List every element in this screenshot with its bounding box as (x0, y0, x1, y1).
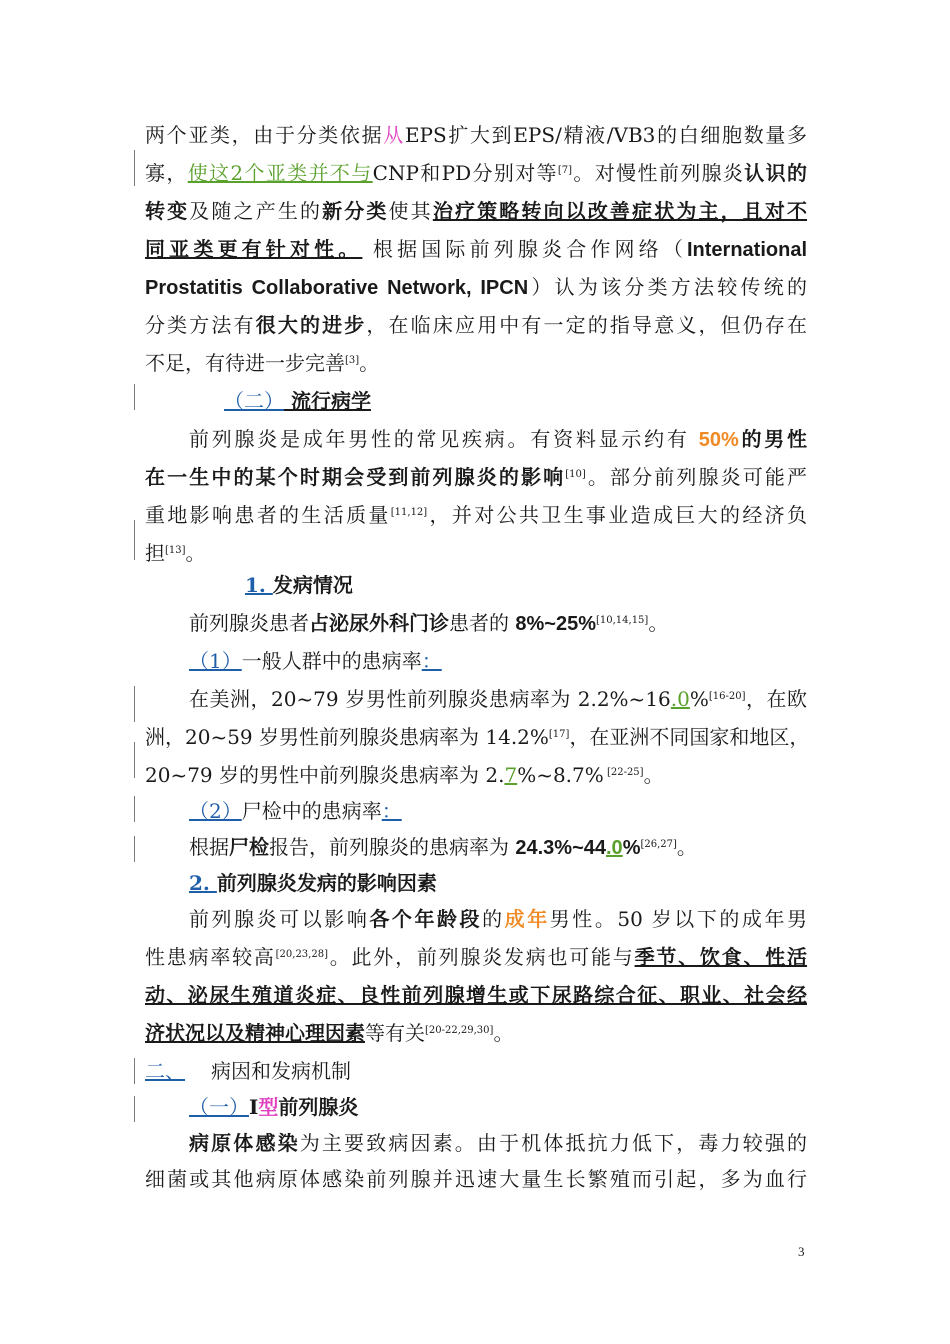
revision-bar (134, 150, 135, 186)
paragraph-line: 动、泌尿生殖道炎症、良性前列腺增生或下尿路综合征、职业、社会经 (145, 983, 807, 1007)
paragraph-line: 性患病率较高[20,23,28]。此外，前列腺炎发病也可能与季节、饮食、性活 (145, 945, 808, 969)
paragraph-line: 同亚类更有针对性。 根据国际前列腺炎合作网络（International (145, 237, 808, 261)
revision-bar (134, 520, 135, 560)
revision-bar (134, 1058, 135, 1084)
paragraph-line: 在美洲，20~79 岁男性前列腺炎患病率为 2.2%~16.0%[16-20]，在欧 (189, 687, 808, 711)
paragraph-line: 分类方法有很大的进步，在临床应用中有一定的指导意义，但仍存在 (145, 313, 808, 337)
paragraph-line: 在一生中的某个时期会受到前列腺炎的影响[10]。部分前列腺炎可能严 (145, 465, 808, 489)
paragraph-line: 病原体感染为主要致病因素。由于机体抵抗力低下，毒力较强的 (189, 1131, 808, 1155)
paragraph-line: 前列腺炎是成年男性的常见疾病。有资料显示约有 50%的男性 (189, 427, 808, 451)
subsection-heading: 2. 前列腺炎发病的影响因素 (189, 871, 437, 895)
paragraph-line: 重地影响患者的生活质量[11,12]，并对公共卫生事业造成巨大的经济负 (145, 503, 808, 527)
paragraph-line: 转变及随之产生的新分类使其治疗策略转向以改善症状为主，且对不 (145, 199, 808, 223)
revision-bar (134, 742, 135, 778)
page-number: 3 (798, 1244, 805, 1259)
section-heading: （一）Ⅰ型前列腺炎 (189, 1095, 359, 1119)
list-heading: （1）一般人群中的患病率： (189, 649, 442, 673)
paragraph-line: 前列腺炎患者占泌尿外科门诊患者的 8%~25%[10,14,15]。 (189, 611, 669, 635)
revision-bar (134, 384, 135, 410)
section-heading: （二） 流行病学 (224, 389, 371, 413)
list-heading: （2）尸检中的患病率： (189, 799, 402, 823)
paragraph-line: 寡，使这2个亚类并不与CNP和PD分别对等[7]。对慢性前列腺炎认识的 (145, 161, 808, 185)
revision-bar (134, 796, 135, 822)
paragraph-line: 不足，有待进一步完善[3]。 (145, 351, 380, 375)
paragraph-line: 细菌或其他病原体感染前列腺并迅速大量生长繁殖而引起，多为血行 (145, 1167, 807, 1191)
revision-bar (134, 836, 135, 862)
subsection-heading: 1. 发病情况 (245, 573, 353, 597)
paragraph-line: Prostatitis Collaborative Network, IPCN）认为该分类方法较传统的 (145, 275, 808, 299)
paragraph-line: 根据尸检报告，前列腺炎的患病率为 24.3%~44.0%[26,27]。 (189, 835, 697, 859)
paragraph-line: 两个亚类，由于分类依据从EPS扩大到EPS/精液/VB3的白细胞数量多 (145, 123, 808, 147)
paragraph-line: 洲，20~59 岁男性前列腺炎患病率为 14.2%[17]，在亚洲不同国家和地区， (145, 725, 810, 749)
revision-bar (134, 1096, 135, 1122)
paragraph-line: 担[13]。 (145, 541, 206, 565)
revision-bar (134, 686, 135, 722)
paragraph-line: 20~79 岁的男性中前列腺炎患病率为 2.7%~8.7% [22-25]。 (145, 763, 664, 787)
chapter-heading: 二、 病因和发病机制 (145, 1059, 351, 1083)
paragraph-line: 前列腺炎可以影响各个年龄段的成年男性。50 岁以下的成年男 (189, 907, 808, 931)
paragraph-line: 济状况以及精神心理因素等有关[20-22,29,30]。 (145, 1021, 514, 1045)
